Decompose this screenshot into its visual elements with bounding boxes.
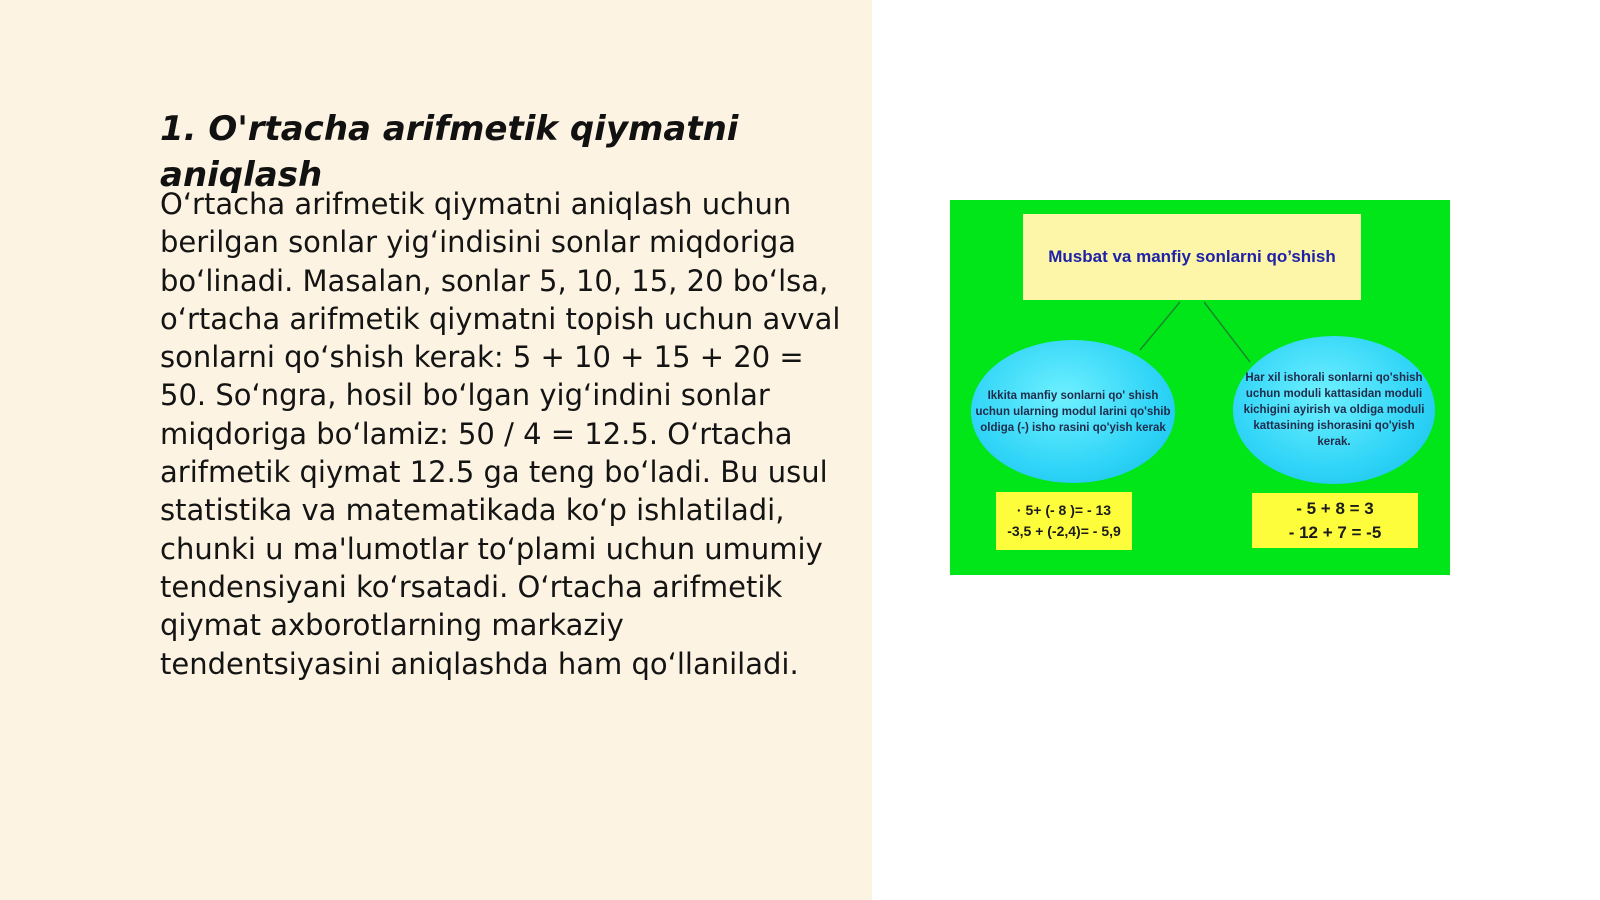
- slide-body-text: O‘rtacha arifmetik qiymatni aniqlash uchun berilgan sonlar yig‘indisini sonlar miqdoriga bo‘linadi. Masalan, sonlar 5, 10, 15, 20 bo‘lsa, o‘rtacha arifmetik qiymatni topish uchun avval sonlarni qo‘shish kerak: 5 + 10 + 15 + 20 = 50. So‘ngra, hosil bo‘lgan yig‘indini sonlar miqdoriga bo‘lamiz: 50 / 4 = 12.5. O‘rtacha arifmetik qiymat 12.5 ga teng bo‘ladi. Bu usul statistika va matematikada ko‘p ishlatiladi, chunki u ma'lumotlar to‘plami uchun umumiy tendensiyani ko‘rsatadi. O‘rtacha arifmetik qiymat axborotlarning markaziy tendentsiyasini aniqlashda ham qo‘llaniladi.: [160, 187, 841, 681]
- connector-left: [1140, 302, 1180, 350]
- example-box-mixed-signs: [1252, 493, 1418, 548]
- rule-bubble-mixed-signs: Har xil ishorali sonlarni qo'shish uchun moduli kattasidan moduli kichigini ayirish va oldiga moduli kattasining ishorasini qo'yish kerak.: [1233, 336, 1435, 484]
- connector-right: [1204, 302, 1250, 362]
- example-line: - 12 + 7 = -5: [1288, 522, 1382, 542]
- addition-rules-diagram: [950, 200, 1450, 575]
- example-line: - 5 + 8 = 3: [1296, 498, 1374, 518]
- example-line: · 5+ (- 8 )= - 13: [1016, 502, 1112, 518]
- example-box-negative: [996, 492, 1132, 550]
- diagram-title-box: Musbat va manfiy sonlarni qo’shish: [1023, 214, 1361, 300]
- slide-heading: 1. O'rtacha arifmetik qiymatni aniqlash: [160, 109, 739, 195]
- rule-bubble-negative: Ikkita manfiy sonlarni qo' shish uchun ularning modul larini qo'shib oldiga (-) isho rasini qo'yish kerak: [971, 340, 1175, 483]
- example-line: -3,5 + (-2,4)= - 5,9: [1007, 523, 1121, 539]
